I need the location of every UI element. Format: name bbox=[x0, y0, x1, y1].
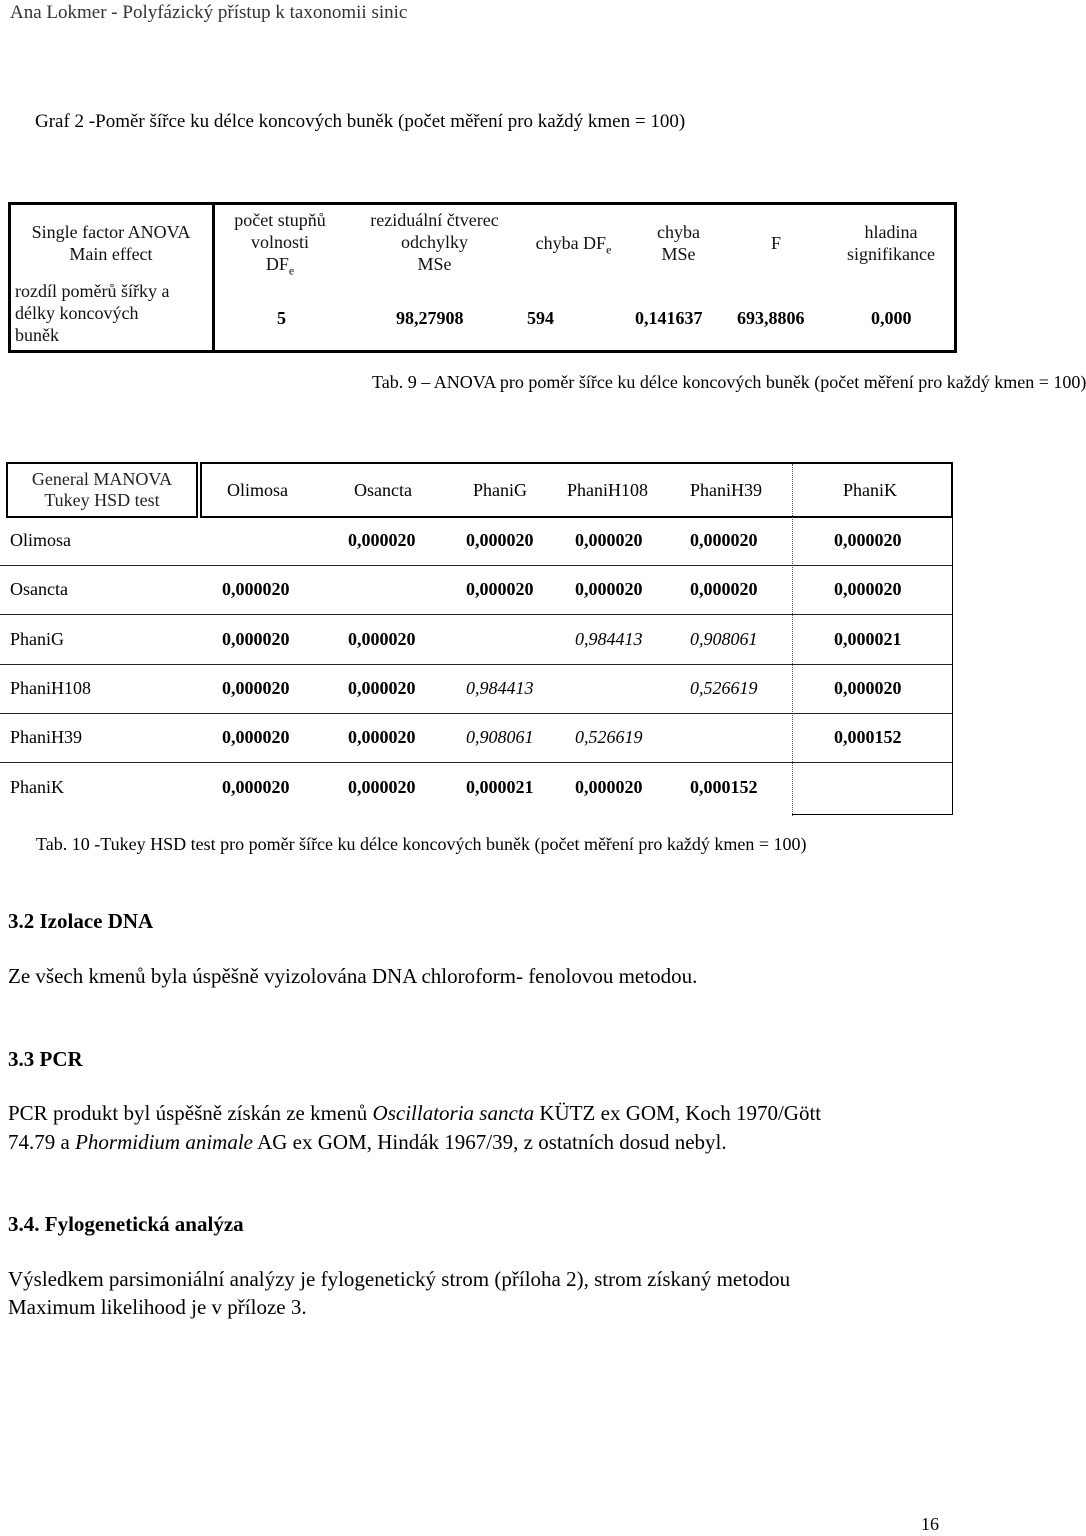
tukey-row-label: PhaniK bbox=[10, 777, 64, 797]
tukey-cell: 0,908061 bbox=[690, 629, 758, 649]
tukey-corner-box bbox=[6, 462, 198, 518]
col-p: hladina signifikance bbox=[847, 222, 935, 264]
tukey-col-header: Osancta bbox=[354, 480, 412, 500]
tukey-cell: 0,526619 bbox=[690, 678, 758, 698]
tukey-cell: 0,000020 bbox=[222, 579, 290, 599]
table-border bbox=[952, 518, 953, 814]
tukey-cell: 0,000152 bbox=[834, 727, 902, 747]
anova-value: 0,000 bbox=[871, 308, 912, 328]
tukey-col-header: PhaniG bbox=[473, 480, 527, 500]
row-divider bbox=[0, 565, 953, 566]
tukey-cell: 0,984413 bbox=[466, 678, 534, 698]
col-dfe: chyba $DF_e$ bbox=[535, 233, 612, 257]
tukey-cell: 0,000020 bbox=[348, 727, 416, 747]
section-text-32: Ze všech kmenů byla úspěšně vyizolována DNA chloroform- fenolovou metodou. bbox=[8, 964, 698, 988]
section-title-33: 3.3 PCR bbox=[8, 1047, 83, 1071]
tukey-cell: 0,000020 bbox=[222, 777, 290, 797]
tukey-cell: 0,000020 bbox=[222, 629, 290, 649]
tukey-cell: 0,000152 bbox=[690, 777, 758, 797]
tukey-row-label: PhaniH108 bbox=[10, 678, 91, 698]
tukey-cell: 0,984413 bbox=[575, 629, 643, 649]
tukey-cell: 0,000020 bbox=[834, 678, 902, 698]
section-title-32: 3.2 Izolace DNA bbox=[8, 909, 154, 933]
tukey-cell: 0,000020 bbox=[348, 530, 416, 550]
page-number: 16 bbox=[921, 1514, 939, 1534]
section-text-34-line1: Výsledkem parsimoniální analýzy je fylogenetický strom (příloha 2), strom získaný metodou bbox=[8, 1267, 791, 1291]
anova-value: 98,27908 bbox=[396, 308, 464, 328]
tukey-cell: 0,908061 bbox=[466, 727, 534, 747]
tab9-caption: Tab. 9 – ANOVA pro poměr šířce ku délce koncových buněk (počet měření pro každý kmen = 100) bbox=[372, 372, 1086, 392]
tab10-caption: Tab. 10 -Tukey HSD test pro poměr šířce ku délce koncových buněk (počet měření pro každý kmen = 100) bbox=[36, 834, 807, 854]
tukey-cell: 0,000020 bbox=[222, 727, 290, 747]
tukey-corner-line1: General MANOVA bbox=[31, 469, 173, 489]
tukey-cell: 0,000021 bbox=[834, 629, 902, 649]
col-mse: chyba MSe bbox=[657, 222, 700, 264]
tukey-col-header: PhaniK bbox=[843, 480, 897, 500]
tukey-cell: 0,000020 bbox=[575, 777, 643, 797]
tukey-cell: 0,000020 bbox=[690, 530, 758, 550]
tukey-row-label: Osancta bbox=[10, 579, 68, 599]
tukey-row-label: PhaniG bbox=[10, 629, 64, 649]
table-border bbox=[792, 814, 953, 815]
row-divider bbox=[0, 762, 953, 763]
anova-corner: Single factor ANOVA Main effect bbox=[31, 222, 191, 264]
row-divider bbox=[0, 614, 953, 615]
section-text-34-line2: Maximum likelihood je v příloze 3. bbox=[8, 1295, 307, 1319]
tukey-cell: 0,000020 bbox=[348, 678, 416, 698]
tukey-cell: 0,000020 bbox=[348, 629, 416, 649]
tukey-cell: 0,000021 bbox=[466, 777, 534, 797]
tukey-cell: 0,000020 bbox=[690, 579, 758, 599]
tukey-cell: 0,000020 bbox=[575, 530, 643, 550]
tukey-cell: 0,000020 bbox=[834, 579, 902, 599]
anova-value: 0,141637 bbox=[635, 308, 703, 328]
anova-table bbox=[8, 202, 957, 353]
tukey-cell: 0,000020 bbox=[575, 579, 643, 599]
tukey-row-label: PhaniH39 bbox=[10, 727, 82, 747]
section-text-33-line1: PCR produkt byl úspěšně získán ze kmenů Oscillatoria sancta KÜTZ ex GOM, Koch 1970/Gött bbox=[8, 1101, 822, 1125]
tukey-corner-line2: Tukey HSD test bbox=[44, 490, 160, 510]
tukey-col-header: PhaniH108 bbox=[567, 480, 648, 500]
section-text-33-line2: 74.79 a Phormidium animale AG ex GOM, Hindák 1967/39, z ostatních dosud nebyl. bbox=[8, 1130, 727, 1154]
tukey-cell: 0,000020 bbox=[466, 530, 534, 550]
graph-caption: Graf 2 -Poměr šířce ku délce koncových buněk (počet měření pro každý kmen = 100) bbox=[35, 111, 686, 132]
col-df: počet stupňů volnosti $DF_e$ bbox=[234, 210, 326, 278]
tukey-row-label: Olimosa bbox=[10, 530, 71, 550]
tukey-cell: 0,526619 bbox=[575, 727, 643, 747]
tukey-col-header: PhaniH39 bbox=[690, 480, 762, 500]
anova-value: 594 bbox=[527, 308, 554, 328]
tukey-col-header: Olimosa bbox=[227, 480, 288, 500]
tukey-cell: 0,000020 bbox=[466, 579, 534, 599]
anova-value: 5 bbox=[277, 308, 286, 328]
running-header: Ana Lokmer - Polyfázický přístup k taxonomii sinic bbox=[10, 2, 408, 23]
col-ms: reziduální čtverec odchylky MSe bbox=[370, 210, 499, 274]
section-title-34: 3.4. Fylogenetická analýza bbox=[8, 1212, 244, 1236]
tukey-cell: 0,000020 bbox=[222, 678, 290, 698]
row-divider bbox=[0, 713, 953, 714]
row-divider bbox=[0, 664, 953, 665]
anova-value: 693,8806 bbox=[737, 308, 805, 328]
tukey-cell: 0,000020 bbox=[348, 777, 416, 797]
anova-row-label: rozdíl poměrů šířky a délky koncových buněk bbox=[15, 281, 170, 345]
col-f: F bbox=[770, 233, 781, 253]
tukey-cell: 0,000020 bbox=[834, 530, 902, 550]
